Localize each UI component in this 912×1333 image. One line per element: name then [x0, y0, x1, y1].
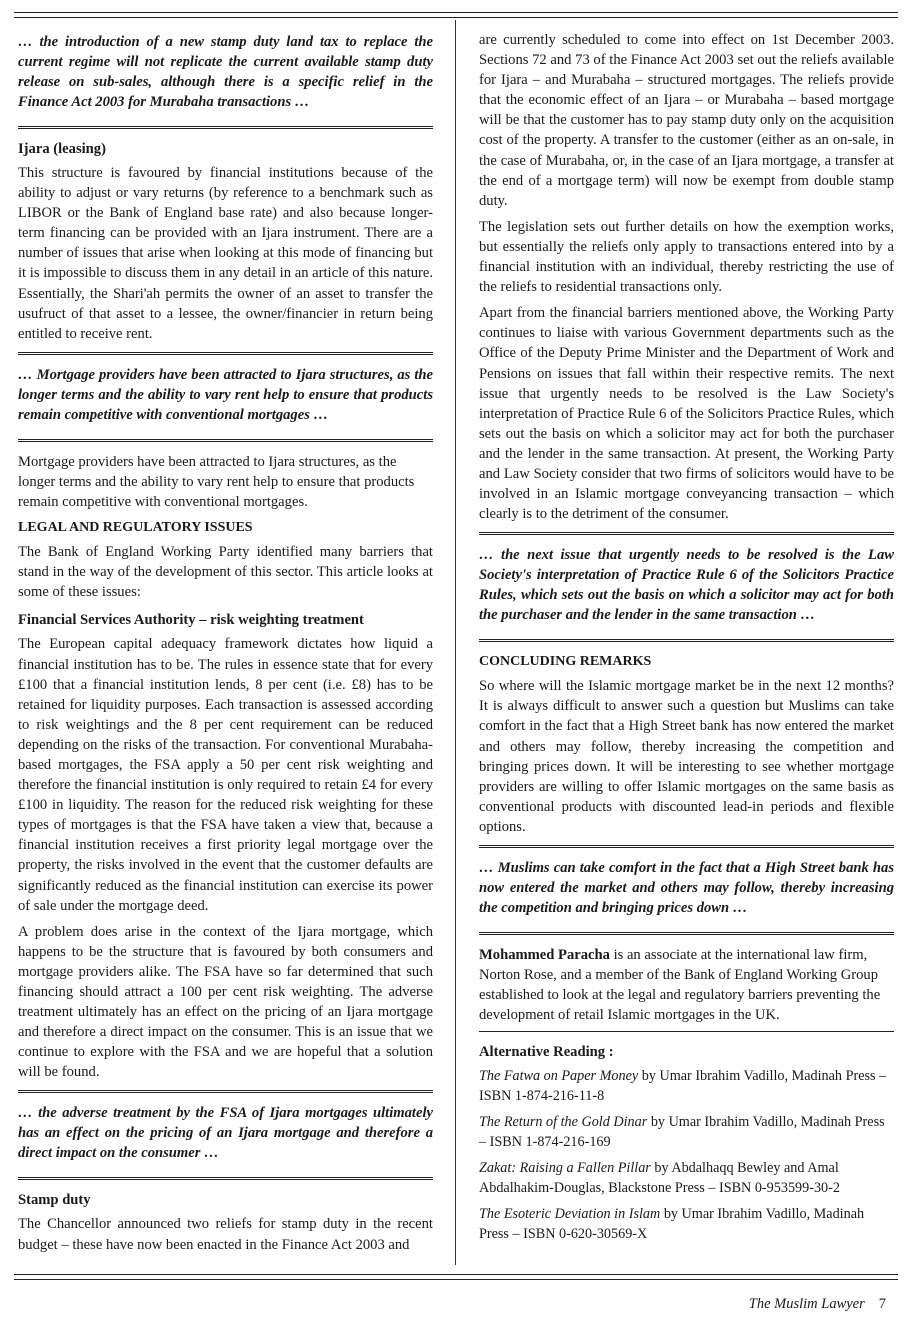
pull-quote-text: … Mortgage providers have been attracted to Ijara structures, as the longer terms and the ability to vary rent help to ensure that products remain competitive with conventional mortgages … — [18, 366, 433, 423]
fsa-paragraph-1: The European capital adequacy framework dictates how liquid a financial institution has to be. The rules in essence state that for every £100 that a financial institution lends, 8 per cent (i.e. £8) has to be retained for liquidity purposes. Each transaction is assessed according to risk weightings and the 8 per cent requirement can be reduced depending on the risks of the transaction. For conventional Murabaha-based mortgages, the FSA apply a 50 per cent risk weighting and therefore the financial institution is only required to retain £4 for every £100 in liquidity. The reason for the reduced risk weighting for these types of mortgages is that the FSA have taken a view that, because a financial institution receives a first priority legal mortgage over the property, the risks involved in the event that the customer defaults are significantly reduced as the financial institution can exercise its power of sale under the mortgage deed. — [18, 636, 433, 914]
reading-title: The Fatwa on Paper Money — [479, 1068, 639, 1085]
reading-rule — [479, 1031, 894, 1032]
ijara-heading: Ijara (leasing) — [18, 141, 106, 157]
pull-quote-practice-rule — [479, 532, 894, 642]
reading-details: by Umar Ibrahim Vadillo, Madinah Press – ISBN 0-620-30569-X — [479, 1206, 865, 1243]
ijara-paragraph-2: Mortgage providers have been attracted to Ijara structures, as the longer terms and the ability to vary rent help to ensure that products remain competitive with conventional mortgages. — [18, 453, 415, 511]
stamp-duty-paragraph-2: The legislation sets out further details on how the exemption works, but essentially the reliefs only apply to transactions entered into by a financial institution with an individual, thereby restricting the use of the reliefs to residential transactions only. — [479, 218, 894, 296]
reading-details: by Umar Ibrahim Vadillo, Madinah Press – ISBN 1-874-216-11-8 — [479, 1068, 887, 1105]
author-name: Mohammed Paracha — [479, 947, 610, 963]
pull-quote-muslims — [479, 845, 894, 935]
pull-quote-fsa — [18, 1090, 433, 1180]
reading-item — [479, 1158, 894, 1198]
legal-paragraph: The Bank of England Working Party identified many barriers that stand in the way of the development of this sector. This article looks at some of these issues: — [18, 544, 433, 601]
reading-item — [479, 1204, 894, 1244]
reading-item — [479, 1066, 894, 1106]
pull-quote-text: … the next issue that urgently needs to be resolved is the Law Society's interpretation of Practice Rule 6 of the Solicitors Practice Rules, which sets out the basis on which a solicitor may act for both the purchaser and the lender in the same transaction … — [479, 547, 894, 624]
stamp-duty-paragraph-3: Apart from the financial barriers mentioned above, the Working Party continues to liaise with various Government departments such as the Office of the Deputy Prime Minister and the Department of Work and Pensions on issues that fall within their respective remits. The next issue that urgently needs to be resolved is the Law Society's interpretation of Practice Rule 6 of the Solicitors Practice Rules, which sets out the basis on which a solicitor may act for both the purchaser and the lender in the same transaction. At present, the Working Party and Law Society consider that two firms of solicitors would have to be involved in an Islamic mortgage conveyancing transaction – which clearly is to the detriment of the consumer. — [479, 305, 894, 523]
reading-details: by Abdalhaqq Bewley and Amal Abdalhakim-Douglas, Blackstone Press – ISBN 0-953599-30-2 — [479, 1160, 840, 1197]
author-bio — [479, 945, 894, 1025]
ijara-paragraph-1: This structure is favoured by financial institutions because of the ability to adjust or vary returns (by reference to a benchmark such as LIBOR or the Bank of England base rate) and also because longer-term financing can be provided with an Ijara instrument. There are a number of issues that arise when looking at this mode of financing but it is impossible to discuss them in any detail in an article of this nature. Essentially, the Shari'ah permits the owner of an asset to transfer the usufruct of that asset to a lessee, the owner/financier in return being entitled to receive rent. — [18, 165, 433, 342]
stamp-duty-paragraph-1: The Chancellor announced two reliefs for stamp duty in the recent budget – these have now been enacted in the Finance Act 2003 and — [18, 1216, 433, 1253]
reading-title: The Return of the Gold Dinar — [479, 1114, 648, 1131]
right-column — [479, 30, 894, 1250]
fsa-paragraph-2: A problem does arise in the context of the Ijara mortgage, which happens to be the structure that is favoured by both consumers and mortgage providers alike. The FSA have so far determined that such financing should attract a 100 per cent risk weighting. The adverse treatment ultimately has an effect on the pricing of an Ijara mortgage and therefore a direct impact on the consumer. This is an issue that we continue to explore with the FSA and we are hopeful that a solution will be found. — [18, 923, 433, 1081]
top-rule-inner — [14, 17, 898, 18]
page-footer — [749, 1296, 886, 1313]
concluding-heading: CONCLUDING REMARKS — [479, 654, 652, 670]
alternative-reading-heading: Alternative Reading : — [479, 1044, 614, 1061]
pull-quote-stamp-duty — [18, 30, 433, 129]
pull-quote-text: … the introduction of a new stamp duty land tax to replace the current regime will not replicate the current available stamp duty release on sub-sales, although there is a specific relief in the Finance Act 2003 for Murabaha transactions … — [18, 34, 433, 110]
publication-name: The Muslim Lawyer — [748, 1296, 865, 1312]
pull-quote-ijara — [18, 352, 433, 442]
pull-quote-text: … the adverse treatment by the FSA of Ijara mortgages ultimately has an effect on the pricing of an Ijara mortgage and therefore a direct impact on the consumer … — [18, 1105, 433, 1162]
left-column — [18, 30, 433, 1261]
top-rule — [14, 12, 898, 13]
legal-heading: LEGAL AND REGULATORY ISSUES — [18, 520, 253, 536]
stamp-duty-heading: Stamp duty — [18, 1192, 91, 1209]
reading-title: Zakat: Raising a Fallen Pillar — [479, 1160, 651, 1177]
bottom-rule-inner — [14, 1274, 898, 1275]
reading-item — [479, 1112, 894, 1152]
alternative-reading-list — [479, 1066, 894, 1244]
pull-quote-text: … Muslims can take comfort in the fact that a High Street bank has now entered the market and others may follow, thereby increasing the competition and bringing prices down … — [479, 860, 894, 916]
fsa-heading: Financial Services Authority – risk weighting treatment — [18, 612, 364, 629]
concluding-paragraph: So where will the Islamic mortgage market be in the next 12 months? It is always difficult to answer such a question but Muslims can take comfort in the fact that a High Street bank has now entered the market and others may follow, thereby increasing the competition and bringing prices down. It will be interesting to see whether mortgage providers are willing to offer Islamic mortgages on the same basis as conventional products with discounted lead-in periods and flexible options. — [479, 678, 894, 835]
reading-title: The Esoteric Deviation in Islam — [479, 1206, 661, 1223]
reading-details: by Umar Ibrahim Vadillo, Madinah Press – ISBN 1-874-216-169 — [479, 1114, 885, 1151]
author-bio-text: is an associate at the international law firm, Norton Rose, and a member of the Bank of England Working Group established to look at the legal and regulatory barriers preventing the development of retail Islamic mortgages in the UK. — [479, 947, 881, 1024]
column-divider — [455, 20, 456, 1265]
stamp-duty-paragraph-1-continued: are currently scheduled to come into effect on 1st December 2003. Sections 72 and 73 of the Finance Act 2003 set out the reliefs available for Ijara – and Murabaha – structured mortgages. The reliefs provide that the economic effect of an Ijara – or Murabaha – based mortgage will be that the customer has to pay stamp duty only on the acquisition cost of the property. A transfer to the customer (either as an on-sale, in the case of Murabaha, or, in the case of an Ijara mortgage, a transfer at the end of a mortgage term) will now be exempt from double stamp duty. — [479, 32, 894, 209]
bottom-rule — [14, 1279, 898, 1280]
page-number: 7 — [878, 1296, 886, 1312]
